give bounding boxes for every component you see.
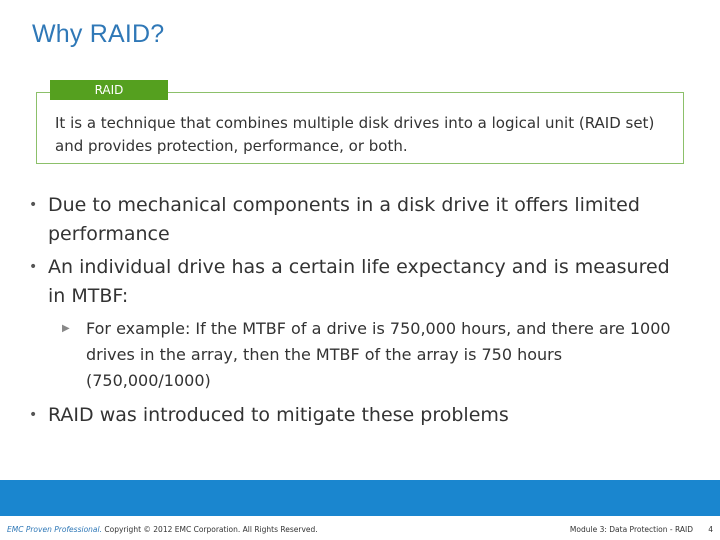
bullet-text: Due to mechanical components in a disk drive it offers limited performance xyxy=(48,194,640,245)
footer-brand: EMC Proven Professional. xyxy=(7,525,102,534)
bullet-text: RAID was introduced to mitigate these problems xyxy=(48,404,509,426)
bullet-item xyxy=(29,253,688,311)
definition-tab: RAID xyxy=(50,80,168,100)
bullet-item xyxy=(29,401,688,430)
bullet-dot-icon: • xyxy=(29,197,38,213)
footer-band xyxy=(0,480,720,516)
bullet-text: An individual drive has a certain life expectancy and is measured in MTBF: xyxy=(48,256,670,307)
bullet-dot-icon: • xyxy=(29,407,38,423)
sub-bullet-text: For example: If the MTBF of a drive is 750,000 hours, and there are 1000 drives in the array, then the MTBF of the array is 750 hours (750,000/1000) xyxy=(86,319,671,390)
footer-module: Module 3: Data Protection - RAID xyxy=(569,525,693,534)
bullet-item xyxy=(29,191,688,249)
definition-text: It is a technique that combines multiple disk drives into a logical unit (RAID set) and provides protection, performance, or both. xyxy=(55,114,655,155)
arrow-right-icon: ▶ xyxy=(62,323,70,334)
page-number: 4 xyxy=(708,525,713,534)
footer xyxy=(0,516,720,540)
sub-bullet-item xyxy=(62,316,686,394)
bullet-dot-icon: • xyxy=(29,259,38,275)
slide-title: Why RAID? xyxy=(32,20,165,48)
footer-copyright-text: Copyright © 2012 EMC Corporation. All Rights Reserved. xyxy=(101,525,318,534)
footer-copyright xyxy=(7,525,318,534)
